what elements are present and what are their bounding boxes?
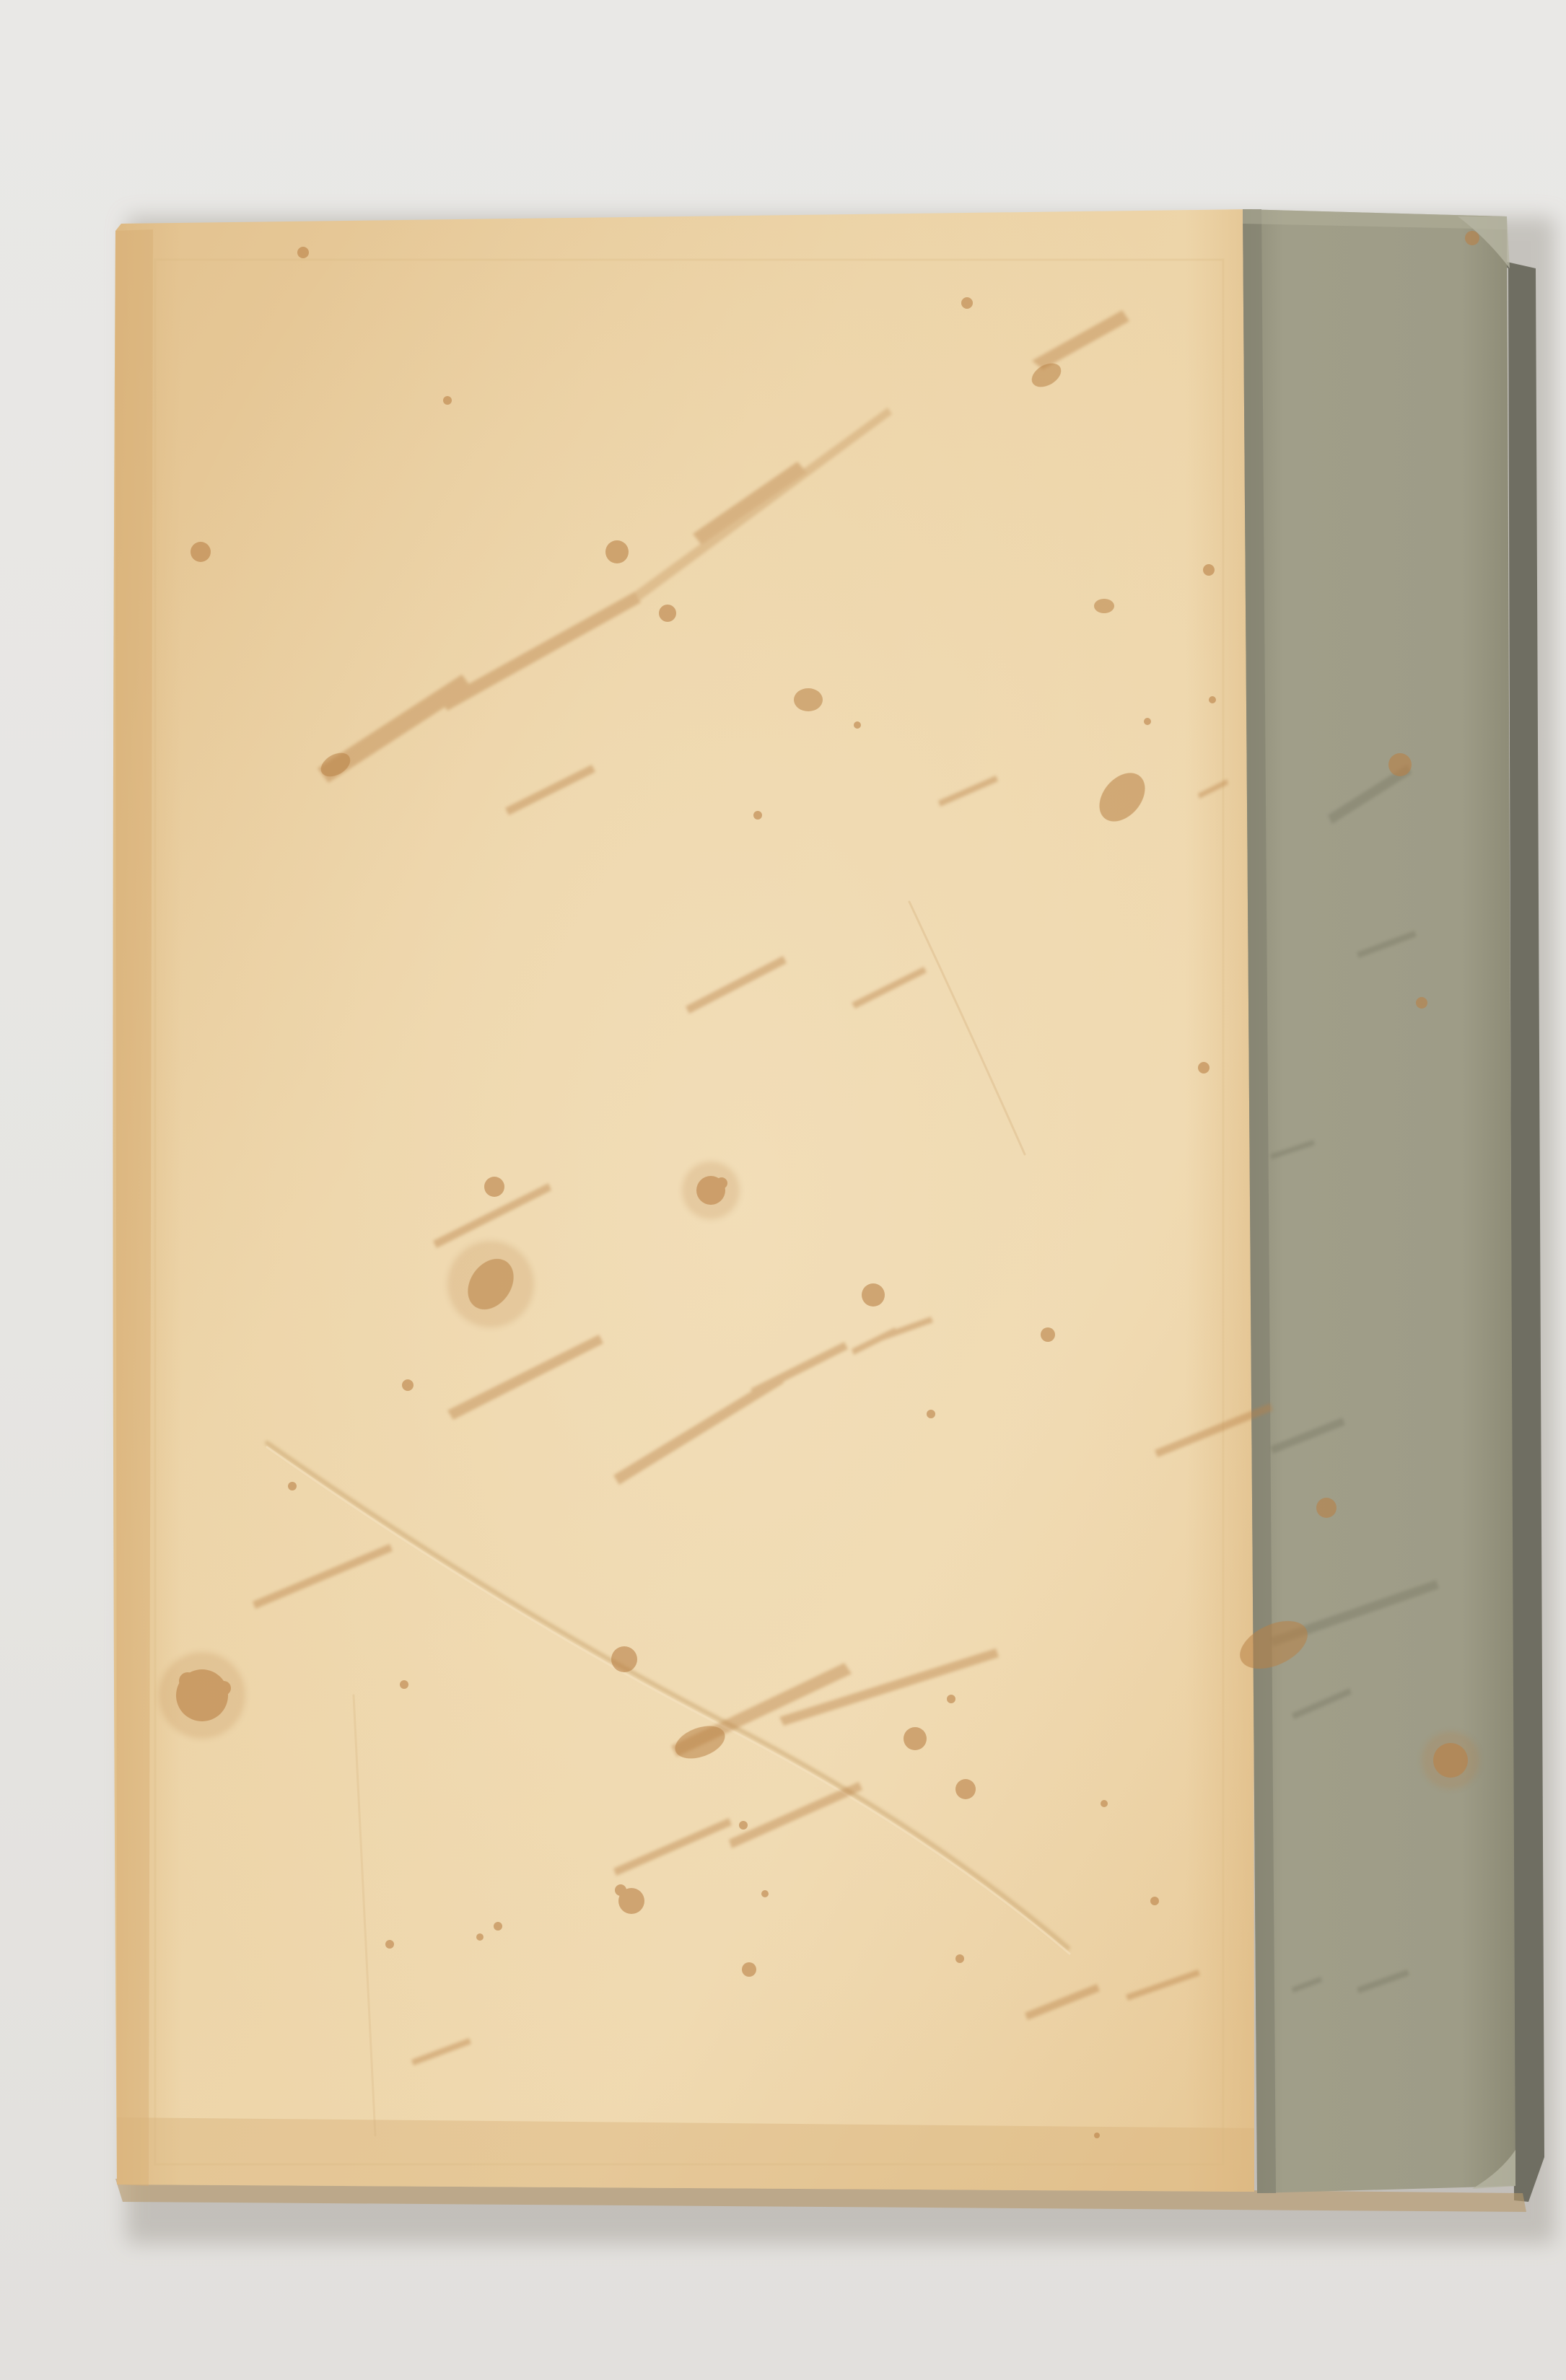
paper-cover — [113, 209, 1254, 2192]
cloth-spine — [1243, 209, 1515, 2193]
